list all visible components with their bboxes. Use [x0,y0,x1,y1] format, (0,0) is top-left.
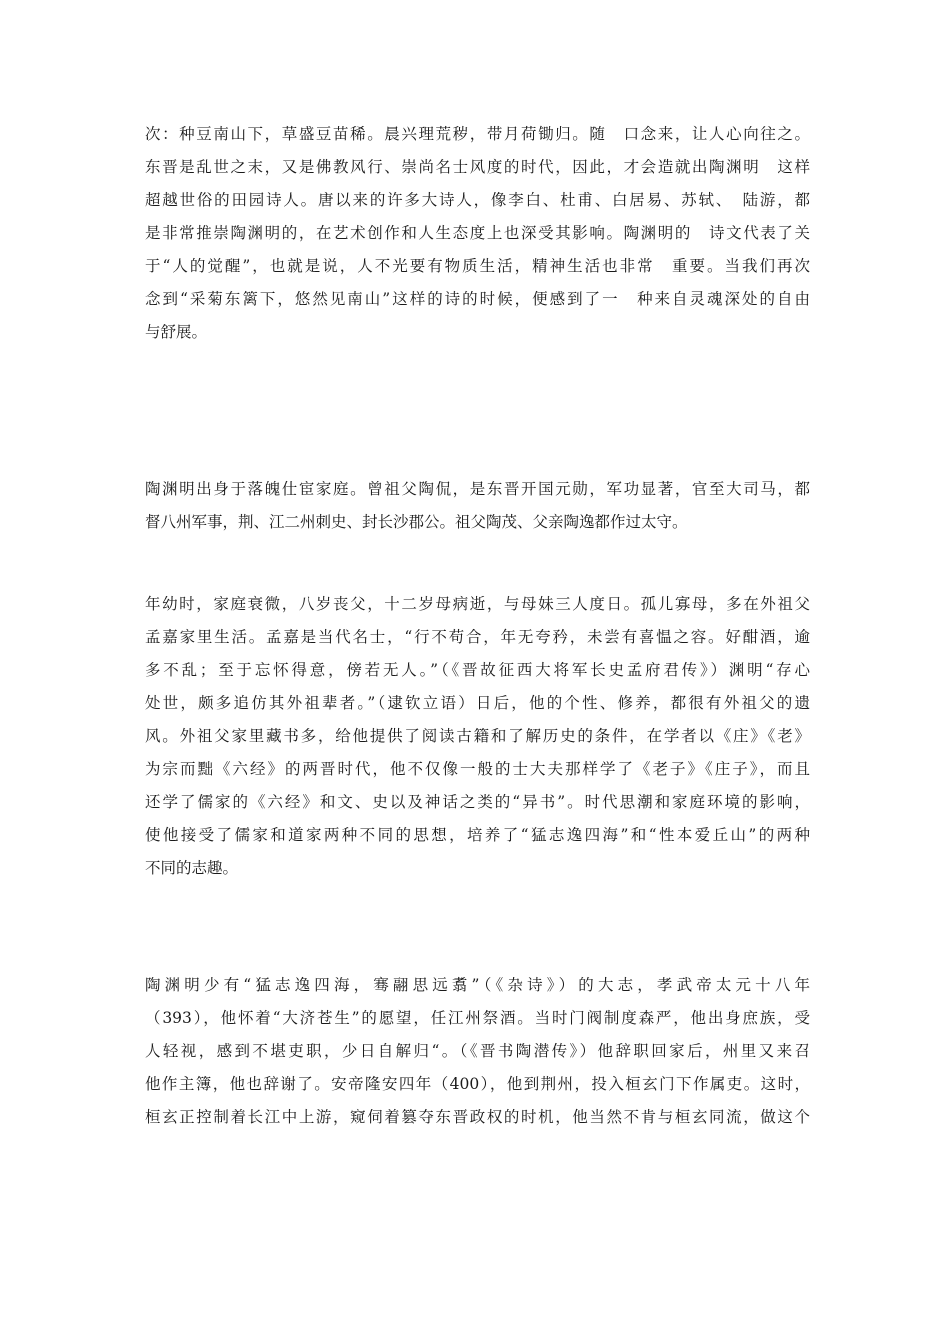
text-line: 年幼时，家庭衰微，八岁丧父，十二岁母病逝，与母妹三人度日。孤儿寡母，多在外祖父 [145,595,810,613]
text-line: 为宗而黜《六经》的两晋时代，他不仅像一般的士大夫那样学了《老子》《庄子》，而且 [145,760,810,778]
paragraph-childhood [145,588,810,885]
text-line: 不同的志趣。 [145,859,239,877]
text-line: 人轻视，感到不堪吏职，少日自解归“。（《晋书陶潜传》）他辞职回家后，州里又来召 [145,1042,810,1060]
text-line: 于“人的觉醒”，也就是说，人不光要有物质生活，精神生活也非常 重要。当我们再次 [145,257,810,275]
text-line: 超越世俗的田园诗人。唐以来的许多大诗人，像李白、杜甫、白居易、苏轼、 陆游，都 [145,191,810,209]
text-line: 多不乱；至于忘怀得意，傍若无人。”（《晋故征西大将军长史孟府君传》）渊明“存心 [145,661,810,679]
paragraph-early-career [145,969,810,1134]
paragraph-tao-legacy [145,118,810,349]
text-line: 陶渊明出身于落魄仕宦家庭。曾祖父陶侃，是东晋开国元勋，军功显著，官至大司马，都 [145,480,810,498]
text-line: 陶渊明少有“猛志逸四海，骞翮思远翥”（《杂诗》）的大志，孝武帝太元十八年 [145,976,810,994]
text-line: 东晋是乱世之末，又是佛教风行、崇尚名士风度的时代，因此，才会造就出陶渊明 这样 [145,158,810,176]
text-line: 念到“采菊东篱下，悠然见南山”这样的诗的时候，便感到了一 种来自灵魂深处的自由 [145,290,810,308]
text-line: 处世，颇多追仿其外祖辈者。”（逮钦立语）日后，他的个性、修养，都很有外祖父的遗 [145,694,810,712]
text-line: 督八州军事，荆、江二州刺史、封长沙郡公。祖父陶茂、父亲陶逸都作过太守。 [145,513,688,531]
text-line: 孟嘉家里生活。孟嘉是当代名士，“行不苟合，年无夸矜，未尝有喜愠之容。好酣酒，逾 [145,628,810,646]
text-line: 次：种豆南山下，草盛豆苗稀。晨兴理荒秽，带月荷锄归。随 口念来，让人心向往之。 [145,125,810,143]
text-line: 还学了儒家的《六经》和文、史以及神话之类的“异书”。时代思潮和家庭环境的影响， [145,793,810,811]
text-line: （393），他怀着“大济苍生”的愿望，任江州祭酒。当时门阀制度森严，他出身庶族，受 [145,1009,810,1027]
text-line: 是非常推崇陶渊明的，在艺术创作和人生态度上也深受其影响。陶渊明的 诗文代表了关 [145,224,810,242]
text-line: 与舒展。 [145,323,208,341]
text-line: 使他接受了儒家和道家两种不同的思想，培养了“猛志逸四海”和“性本爱丘山”的两种 [145,826,810,844]
text-line: 风。外祖父家里藏书多，给他提供了阅读古籍和了解历史的条件，在学者以《庄》《老》 [145,727,810,745]
text-line: 桓玄正控制着长江中上游，窥伺着篡夺东晋政权的时机，他当然不肯与桓玄同流，做这个 [145,1108,810,1126]
text-line: 他作主簿，他也辞谢了。安帝隆安四年（400），他到荆州，投入桓玄门下作属吏。这时， [145,1075,810,1093]
paragraph-family-background [145,473,810,539]
